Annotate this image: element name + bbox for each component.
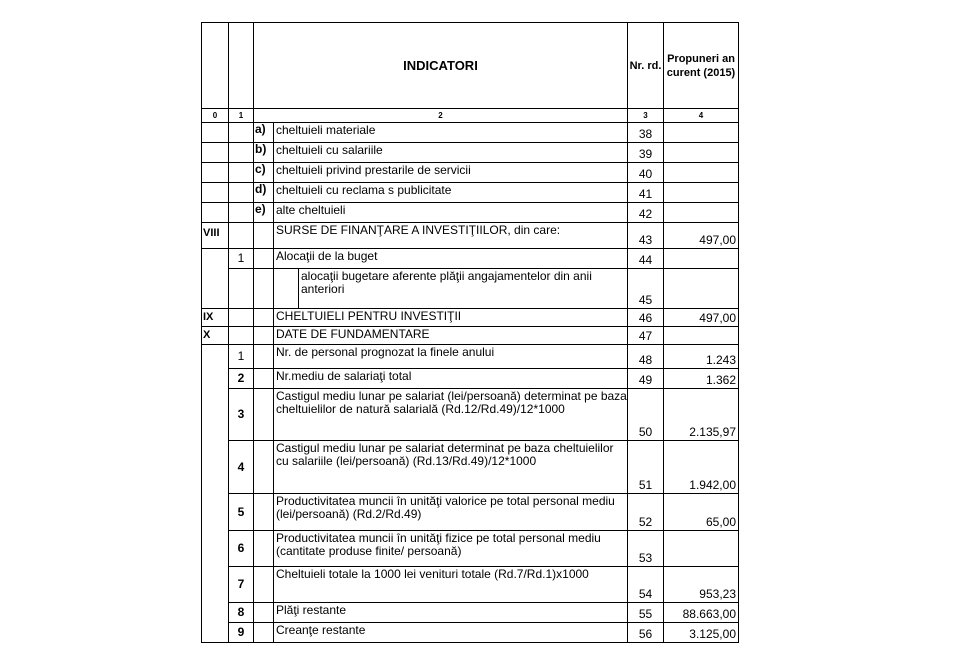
header-nr-rd: Nr. rd. <box>628 23 664 109</box>
row-number: 5 <box>229 494 254 531</box>
header-propuneri: Propuneri an curent (2015) <box>664 23 739 109</box>
row-number: 7 <box>229 567 254 603</box>
row-text: Creanţe restante <box>274 623 628 643</box>
row-number: 8 <box>229 603 254 623</box>
cell-col2 <box>254 494 274 531</box>
row-rd: 45 <box>628 269 664 309</box>
row-rd: 54 <box>628 567 664 603</box>
cell-col3 <box>274 269 299 309</box>
column-number-row <box>202 109 739 123</box>
cell-col0 <box>202 269 229 309</box>
row-value <box>664 531 739 567</box>
row-number: 9 <box>229 623 254 643</box>
row-rd: 47 <box>628 327 664 345</box>
cell-col2 <box>254 623 274 643</box>
cell-col1 <box>229 309 254 327</box>
row-text: Castigul mediu lunar pe salariat determinat pe baza cheltuielilor cu salariile (lei/persoană) (Rd.13/Rd.49)/12*1000 <box>274 441 628 494</box>
row-letter: c) <box>254 163 274 183</box>
row-rd: 41 <box>628 183 664 203</box>
col-number: 4 <box>664 109 739 123</box>
row-text: cheltuieli materiale <box>274 123 628 143</box>
row-text: Productivitatea muncii în unităţi valorice pe total personal mediu (lei/persoană) (Rd.2/Rd.49) <box>274 494 628 531</box>
row-number: 6 <box>229 531 254 567</box>
row-rd: 46 <box>628 309 664 327</box>
cell-col2 <box>254 441 274 494</box>
cell-col2 <box>254 567 274 603</box>
row-letter: d) <box>254 183 274 203</box>
row-rd: 43 <box>628 223 664 249</box>
row-text: SURSE DE FINANŢARE A INVESTIŢIILOR, din care: <box>274 223 628 249</box>
cell-col1 <box>229 143 254 163</box>
row-number: 4 <box>229 441 254 494</box>
cell-col0 <box>202 123 229 143</box>
cell-col0 <box>202 183 229 203</box>
row-text: Nr. de personal prognozat la finele anului <box>274 345 628 369</box>
table-row <box>202 163 739 183</box>
row-text: Cheltuieli totale la 1000 lei venituri totale (Rd.7/Rd.1)x1000 <box>274 567 628 603</box>
row-value: 88.663,00 <box>664 603 739 623</box>
row-rd: 55 <box>628 603 664 623</box>
cell-col1 <box>229 123 254 143</box>
cell-col2 <box>254 249 274 269</box>
row-rd: 42 <box>628 203 664 223</box>
row-text: Alocaţii de la buget <box>274 249 628 269</box>
row-number: 1 <box>229 345 254 369</box>
cell-col2 <box>254 269 274 309</box>
row-text: Castigul mediu lunar pe salariat (lei/persoană) determinat pe baza cheltuielilor de natură salarială (Rd.12/Rd.49)/12*1000 <box>274 389 628 441</box>
row-number: 2 <box>229 369 254 389</box>
row-text: alte cheltuieli <box>274 203 628 223</box>
cell-col2 <box>254 345 274 369</box>
row-text: alocaţii bugetare aferente plăţii angajamentelor din anii anteriori <box>299 269 628 309</box>
row-value <box>664 183 739 203</box>
header-indicatori: INDICATORI <box>254 23 628 109</box>
row-rd: 39 <box>628 143 664 163</box>
table-row <box>202 143 739 163</box>
cell-col1 <box>229 203 254 223</box>
row-text: cheltuieli cu salariile <box>274 143 628 163</box>
row-rd: 44 <box>628 249 664 269</box>
cell-col2 <box>254 223 274 249</box>
row-text: Productivitatea muncii în unităţi fizice pe total personal mediu (cantitate produse finite/ persoană) <box>274 531 628 567</box>
table-row <box>202 123 739 143</box>
row-rd: 52 <box>628 494 664 531</box>
cell-col2 <box>254 531 274 567</box>
row-value: 1.243 <box>664 345 739 369</box>
table-row <box>202 441 739 494</box>
table-row <box>202 249 739 269</box>
row-value: 1.942,00 <box>664 441 739 494</box>
table-row <box>202 345 739 369</box>
cell-col2 <box>254 389 274 441</box>
row-letter: b) <box>254 143 274 163</box>
row-value: 2.135,97 <box>664 389 739 441</box>
row-value: 953,23 <box>664 567 739 603</box>
row-rd: 56 <box>628 623 664 643</box>
indicators-table <box>201 22 739 643</box>
table-row <box>202 389 739 441</box>
table-row <box>202 183 739 203</box>
table-row <box>202 603 739 623</box>
cell-col0 <box>202 143 229 163</box>
cell-col2 <box>254 309 274 327</box>
table-row <box>202 223 739 249</box>
row-letter: a) <box>254 123 274 143</box>
row-value <box>664 249 739 269</box>
row-value <box>664 327 739 345</box>
cell-col2 <box>254 603 274 623</box>
table-row <box>202 494 739 531</box>
table-row <box>202 623 739 643</box>
header-col0-cell <box>202 23 229 109</box>
col-number: 0 <box>202 109 229 123</box>
col-number: 3 <box>628 109 664 123</box>
row-text: Plăţi restante <box>274 603 628 623</box>
cell-col0 <box>202 203 229 223</box>
cell-col1 <box>229 269 254 309</box>
row-rd: 50 <box>628 389 664 441</box>
row-section: VIII <box>202 223 229 249</box>
row-value: 3.125,00 <box>664 623 739 643</box>
budget-indicators-sheet <box>201 22 739 643</box>
cell-col0 <box>202 345 229 643</box>
row-section: IX <box>202 309 229 327</box>
cell-col2 <box>254 369 274 389</box>
col-number: 2 <box>254 109 628 123</box>
row-value: 1.362 <box>664 369 739 389</box>
row-text: cheltuieli privind prestarile de servicii <box>274 163 628 183</box>
row-text: DATE DE FUNDAMENTARE <box>274 327 628 345</box>
row-value <box>664 269 739 309</box>
row-text: cheltuieli cu reclama s publicitate <box>274 183 628 203</box>
table-row <box>202 203 739 223</box>
row-value: 497,00 <box>664 223 739 249</box>
cell-col2 <box>254 327 274 345</box>
table-row <box>202 369 739 389</box>
cell-col1 <box>229 163 254 183</box>
row-value <box>664 143 739 163</box>
table-row <box>202 327 739 345</box>
table-row <box>202 531 739 567</box>
row-value <box>664 163 739 183</box>
row-value: 497,00 <box>664 309 739 327</box>
row-number: 3 <box>229 389 254 441</box>
cell-col1 <box>229 223 254 249</box>
col-number: 1 <box>229 109 254 123</box>
cell-col0 <box>202 249 229 269</box>
header-row <box>202 23 739 109</box>
row-number: 1 <box>229 249 254 269</box>
table-row <box>202 269 739 309</box>
table-row <box>202 567 739 603</box>
row-value: 65,00 <box>664 494 739 531</box>
row-rd: 49 <box>628 369 664 389</box>
row-rd: 53 <box>628 531 664 567</box>
row-letter: e) <box>254 203 274 223</box>
cell-col0 <box>202 163 229 183</box>
cell-col1 <box>229 183 254 203</box>
row-rd: 48 <box>628 345 664 369</box>
row-text: Nr.mediu de salariaţi total <box>274 369 628 389</box>
row-value <box>664 123 739 143</box>
row-value <box>664 203 739 223</box>
table-row <box>202 309 739 327</box>
row-text: CHELTUIELI PENTRU INVESTIŢII <box>274 309 628 327</box>
row-rd: 38 <box>628 123 664 143</box>
header-col1-cell <box>229 23 254 109</box>
row-rd: 51 <box>628 441 664 494</box>
row-section: X <box>202 327 229 345</box>
cell-col1 <box>229 327 254 345</box>
row-rd: 40 <box>628 163 664 183</box>
